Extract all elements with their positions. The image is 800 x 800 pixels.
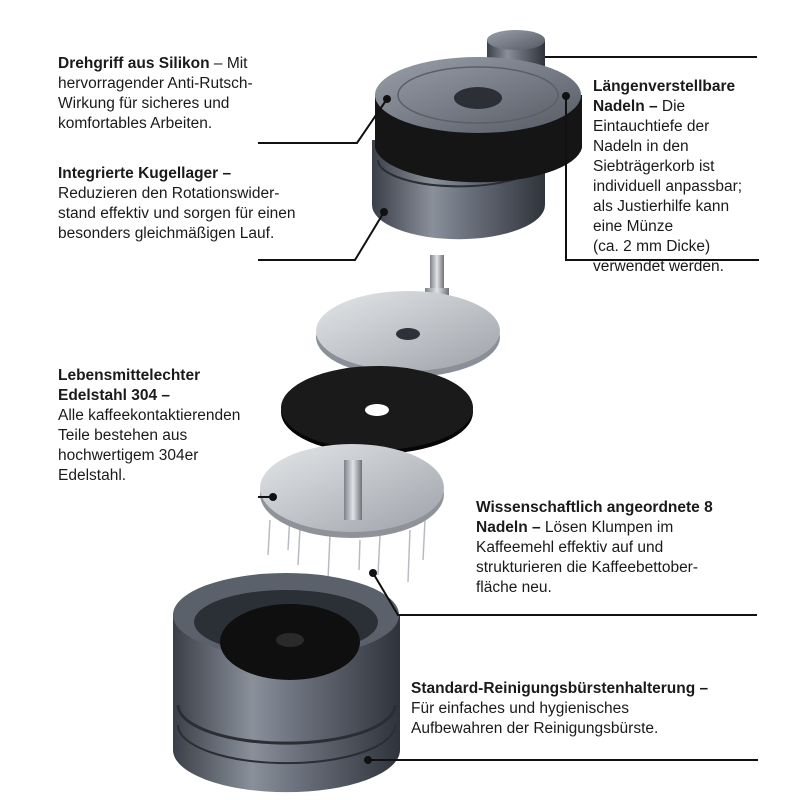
silicone-disc: [281, 366, 473, 454]
callout-brush-holder: [411, 679, 791, 739]
callout-brush-holder-title: Standard-Reinigungsbürstenhalterung –: [411, 680, 709, 697]
callout-adjustable-needles-title: Längenverstellbare Nadeln –: [593, 78, 736, 115]
callout-stainless-steel-text: Alle kaffeekontaktierenden Teile bestehen aus hochwertigem 304er Edelstahl.: [58, 407, 241, 484]
callout-silicone-grip-title: Drehgriff aus Silikon: [58, 55, 210, 72]
callout-ball-bearings-text: Reduzieren den Rotationswider- stand effektiv und sorgen für einen besonders gleichmäßigen Lauf.: [58, 185, 296, 242]
callout-adjustable-needles-text: Die Eintauchtiefe der Nadeln in den Siebträgerkorb ist individuell anpassbar; als Justierhilfe kann eine Münze (ca. 2 mm Dicke) verwendet werden.: [593, 98, 743, 275]
callout-silicone-grip: [58, 54, 358, 134]
callout-stainless-steel-title: Lebensmittelechter Edelstahl 304 –: [58, 367, 201, 404]
callout-silicone-grip-text: – Mit hervorragender Anti-Rutsch- Wirkung für sicheres und komfortables Arbeiten.: [58, 55, 253, 132]
callout-brush-holder-text: Für einfaches und hygienisches Aufbewahren der Reinigungsbürste.: [411, 700, 659, 737]
callout-eight-needles-title: Wissenschaftlich angeordnete 8 Nadeln –: [476, 499, 713, 536]
callout-eight-needles: [476, 498, 786, 598]
callout-adjustable-needles: [593, 77, 793, 277]
callout-ball-bearings: [58, 164, 378, 244]
callout-ball-bearings-title: Integrierte Kugellager –: [58, 165, 232, 182]
stainless-steel-disc: [316, 291, 500, 377]
handle-with-silicone-grip: [372, 57, 582, 239]
callout-stainless-steel: [58, 366, 308, 486]
callout-eight-needles-text: Lösen Klumpen im Kaffeemehl effektiv auf und strukturieren die Kaffeebettober- fläche neu.: [476, 519, 699, 596]
